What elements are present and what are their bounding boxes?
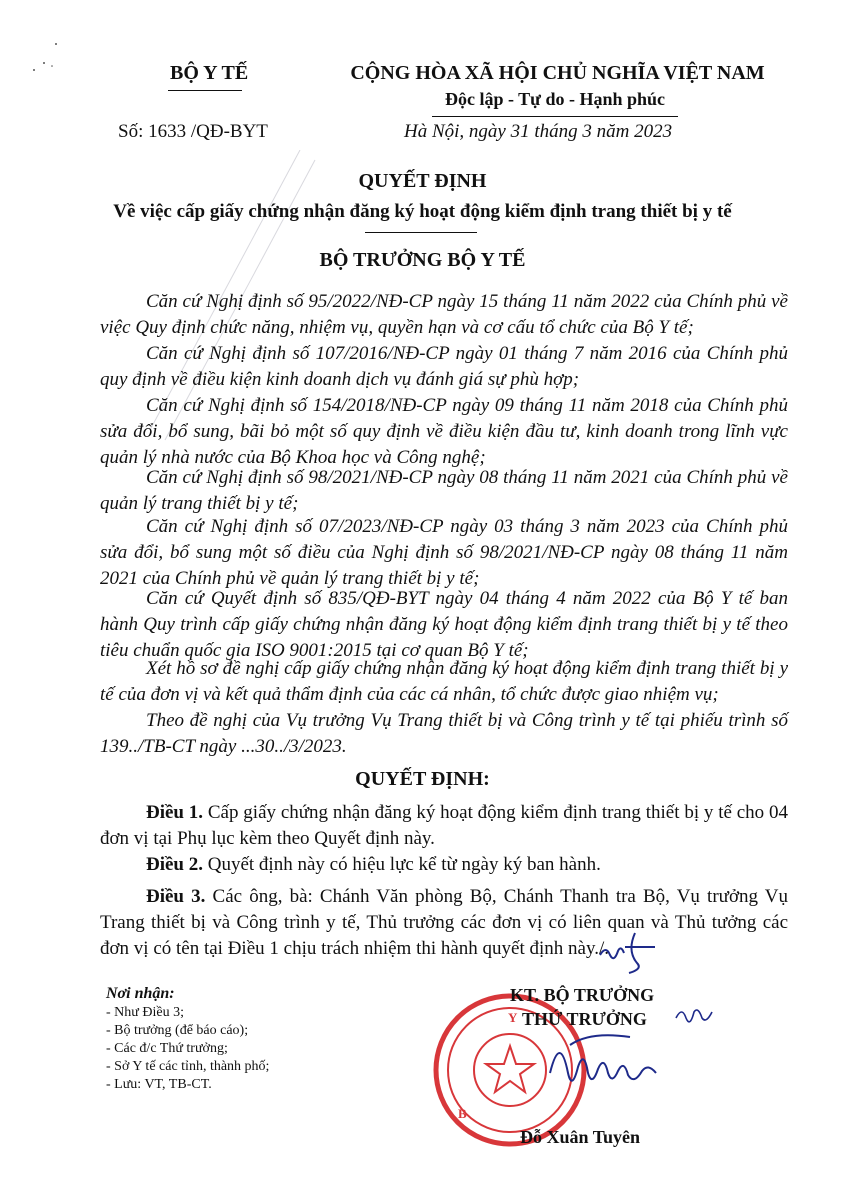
article-text: Các ông, bà: Chánh Văn phòng Bộ, Chánh Thanh tra Bộ, Vụ trưởng Vụ Trang thiết bị và Công trình y tế, Thủ trưởng các đơn vị có liên quan và Thủ tưởng các đơn vị có tên tại Điều 1 chịu trách nhiệm thi hành quyết định này./. [100, 886, 789, 959]
signature-title-line2: THỨ TRƯỞNG [522, 1009, 647, 1029]
scan-marks [26, 38, 66, 88]
recipient-item: - Sở Y tế các tỉnh, thành phố; [106, 1059, 270, 1074]
decision-heading: QUYẾT ĐỊNH: [355, 768, 490, 790]
divider [365, 232, 477, 233]
place-date: Hà Nội, ngày 31 tháng 3 năm 2023 [404, 121, 673, 142]
signer-name: Đỗ Xuân Tuyên [520, 1127, 641, 1147]
article-text: Quyết định này có hiệu lực kể từ ngày ký ban hành. [203, 854, 601, 875]
preamble-paragraph: Căn cứ Nghị định số 07/2023/NĐ-CP ngày 03 tháng 3 năm 2023 của Chính phủ sửa đổi, bổ sung một số điều của Nghị định số 98/2021/NĐ-CP ngày 08 tháng 11 năm 2021 của Chính phủ về quản lý trang thiết bị y tế; [100, 516, 788, 589]
preamble-paragraph: Căn cứ Quyết định số 835/QĐ-BYT ngày 04 tháng 4 năm 2022 của Bộ Y tế ban hành Quy trình cấp giấy chứng nhận đăng ký hoạt động kiểm định trang thiết bị y tế theo tiêu chuẩn quốc gia ISO 9001:2015 tại cơ quan Bộ Y tế; [100, 588, 788, 661]
country-name: CỘNG HÒA XÃ HỘI CHỦ NGHĨA VIỆT NAM [350, 62, 765, 84]
recipients-title: Nơi nhận: [106, 985, 175, 1002]
stamp-letter-bottom: B [458, 1106, 467, 1121]
recipient-item: - Các đ/c Thứ trưởng; [106, 1041, 228, 1056]
divider [432, 116, 678, 117]
document-number: Số: 1633 /QĐ-BYT [118, 121, 268, 142]
document-title: QUYẾT ĐỊNH [358, 170, 487, 192]
organization-name: BỘ Y TẾ [170, 62, 249, 84]
recipient-item: - Lưu: VT, TB-CT. [106, 1077, 212, 1092]
signature-title-line1: KT. BỘ TRƯỞNG [510, 985, 655, 1005]
article-label: Điều 3. [146, 886, 206, 907]
preamble-paragraph: Căn cứ Nghị định số 154/2018/NĐ-CP ngày 09 tháng 11 năm 2018 của Chính phủ sửa đổi, bổ sung, bãi bỏ một số quy định về điều kiện đầu tư, kinh doanh trong lĩnh vực quản lý nhà nước của Bộ Khoa học và Công nghệ; [100, 395, 788, 468]
preamble-paragraph: Theo đề nghị của Vụ trưởng Vụ Trang thiết bị và Công trình y tế tại phiếu trình số 139../TB-CT ngày ...30../3/2023. [100, 710, 788, 757]
recipient-item: - Như Điều 3; [106, 1005, 184, 1020]
preamble-paragraph: Xét hồ sơ đề nghị cấp giấy chứng nhận đăng ký hoạt động kiểm định trang thiết bị y tế của đơn vị và kết quả thẩm định của các cá nhân, tổ chức được giao nhiệm vụ; [100, 658, 788, 705]
recipient-item: - Bộ trưởng (để báo cáo); [106, 1023, 249, 1038]
preamble-paragraph: Căn cứ Nghị định số 95/2022/NĐ-CP ngày 15 tháng 11 năm 2022 của Chính phủ về việc Quy định chức năng, nhiệm vụ, quyền hạn và cơ cấu tổ chức của Bộ Y tế; [100, 291, 788, 338]
handwritten-initials [595, 925, 680, 975]
divider [168, 90, 242, 91]
article-label: Điều 2. [146, 854, 203, 875]
handwritten-signature [540, 1025, 700, 1100]
article-1 [100, 800, 788, 852]
article-label: Điều 1. [146, 802, 204, 823]
article-2 [100, 852, 788, 878]
national-motto: Độc lập - Tự do - Hạnh phúc [444, 89, 666, 109]
article-text: Cấp giấy chứng nhận đăng ký hoạt động kiểm định trang thiết bị y tế cho 04 đơn vị tại Phụ lục kèm theo Quyết định này. [100, 802, 788, 849]
issuing-authority: BỘ TRƯỞNG BỘ Y TẾ [319, 249, 526, 271]
document-subject: Về việc cấp giấy chứng nhận đăng ký hoạt động kiểm định trang thiết bị y tế [113, 201, 732, 222]
preamble-paragraph: Căn cứ Nghị định số 98/2021/NĐ-CP ngày 08 tháng 11 năm 2021 của Chính phủ về quản lý trang thiết bị y tế; [100, 467, 788, 514]
article-3 [100, 884, 788, 962]
preamble-paragraph: Căn cứ Nghị định số 107/2016/NĐ-CP ngày 01 tháng 7 năm 2016 của Chính phủ quy định về điều kiện kinh doanh dịch vụ đánh giá sự phù hợp; [100, 343, 788, 390]
stamp-letter-top: Y [508, 1010, 518, 1025]
